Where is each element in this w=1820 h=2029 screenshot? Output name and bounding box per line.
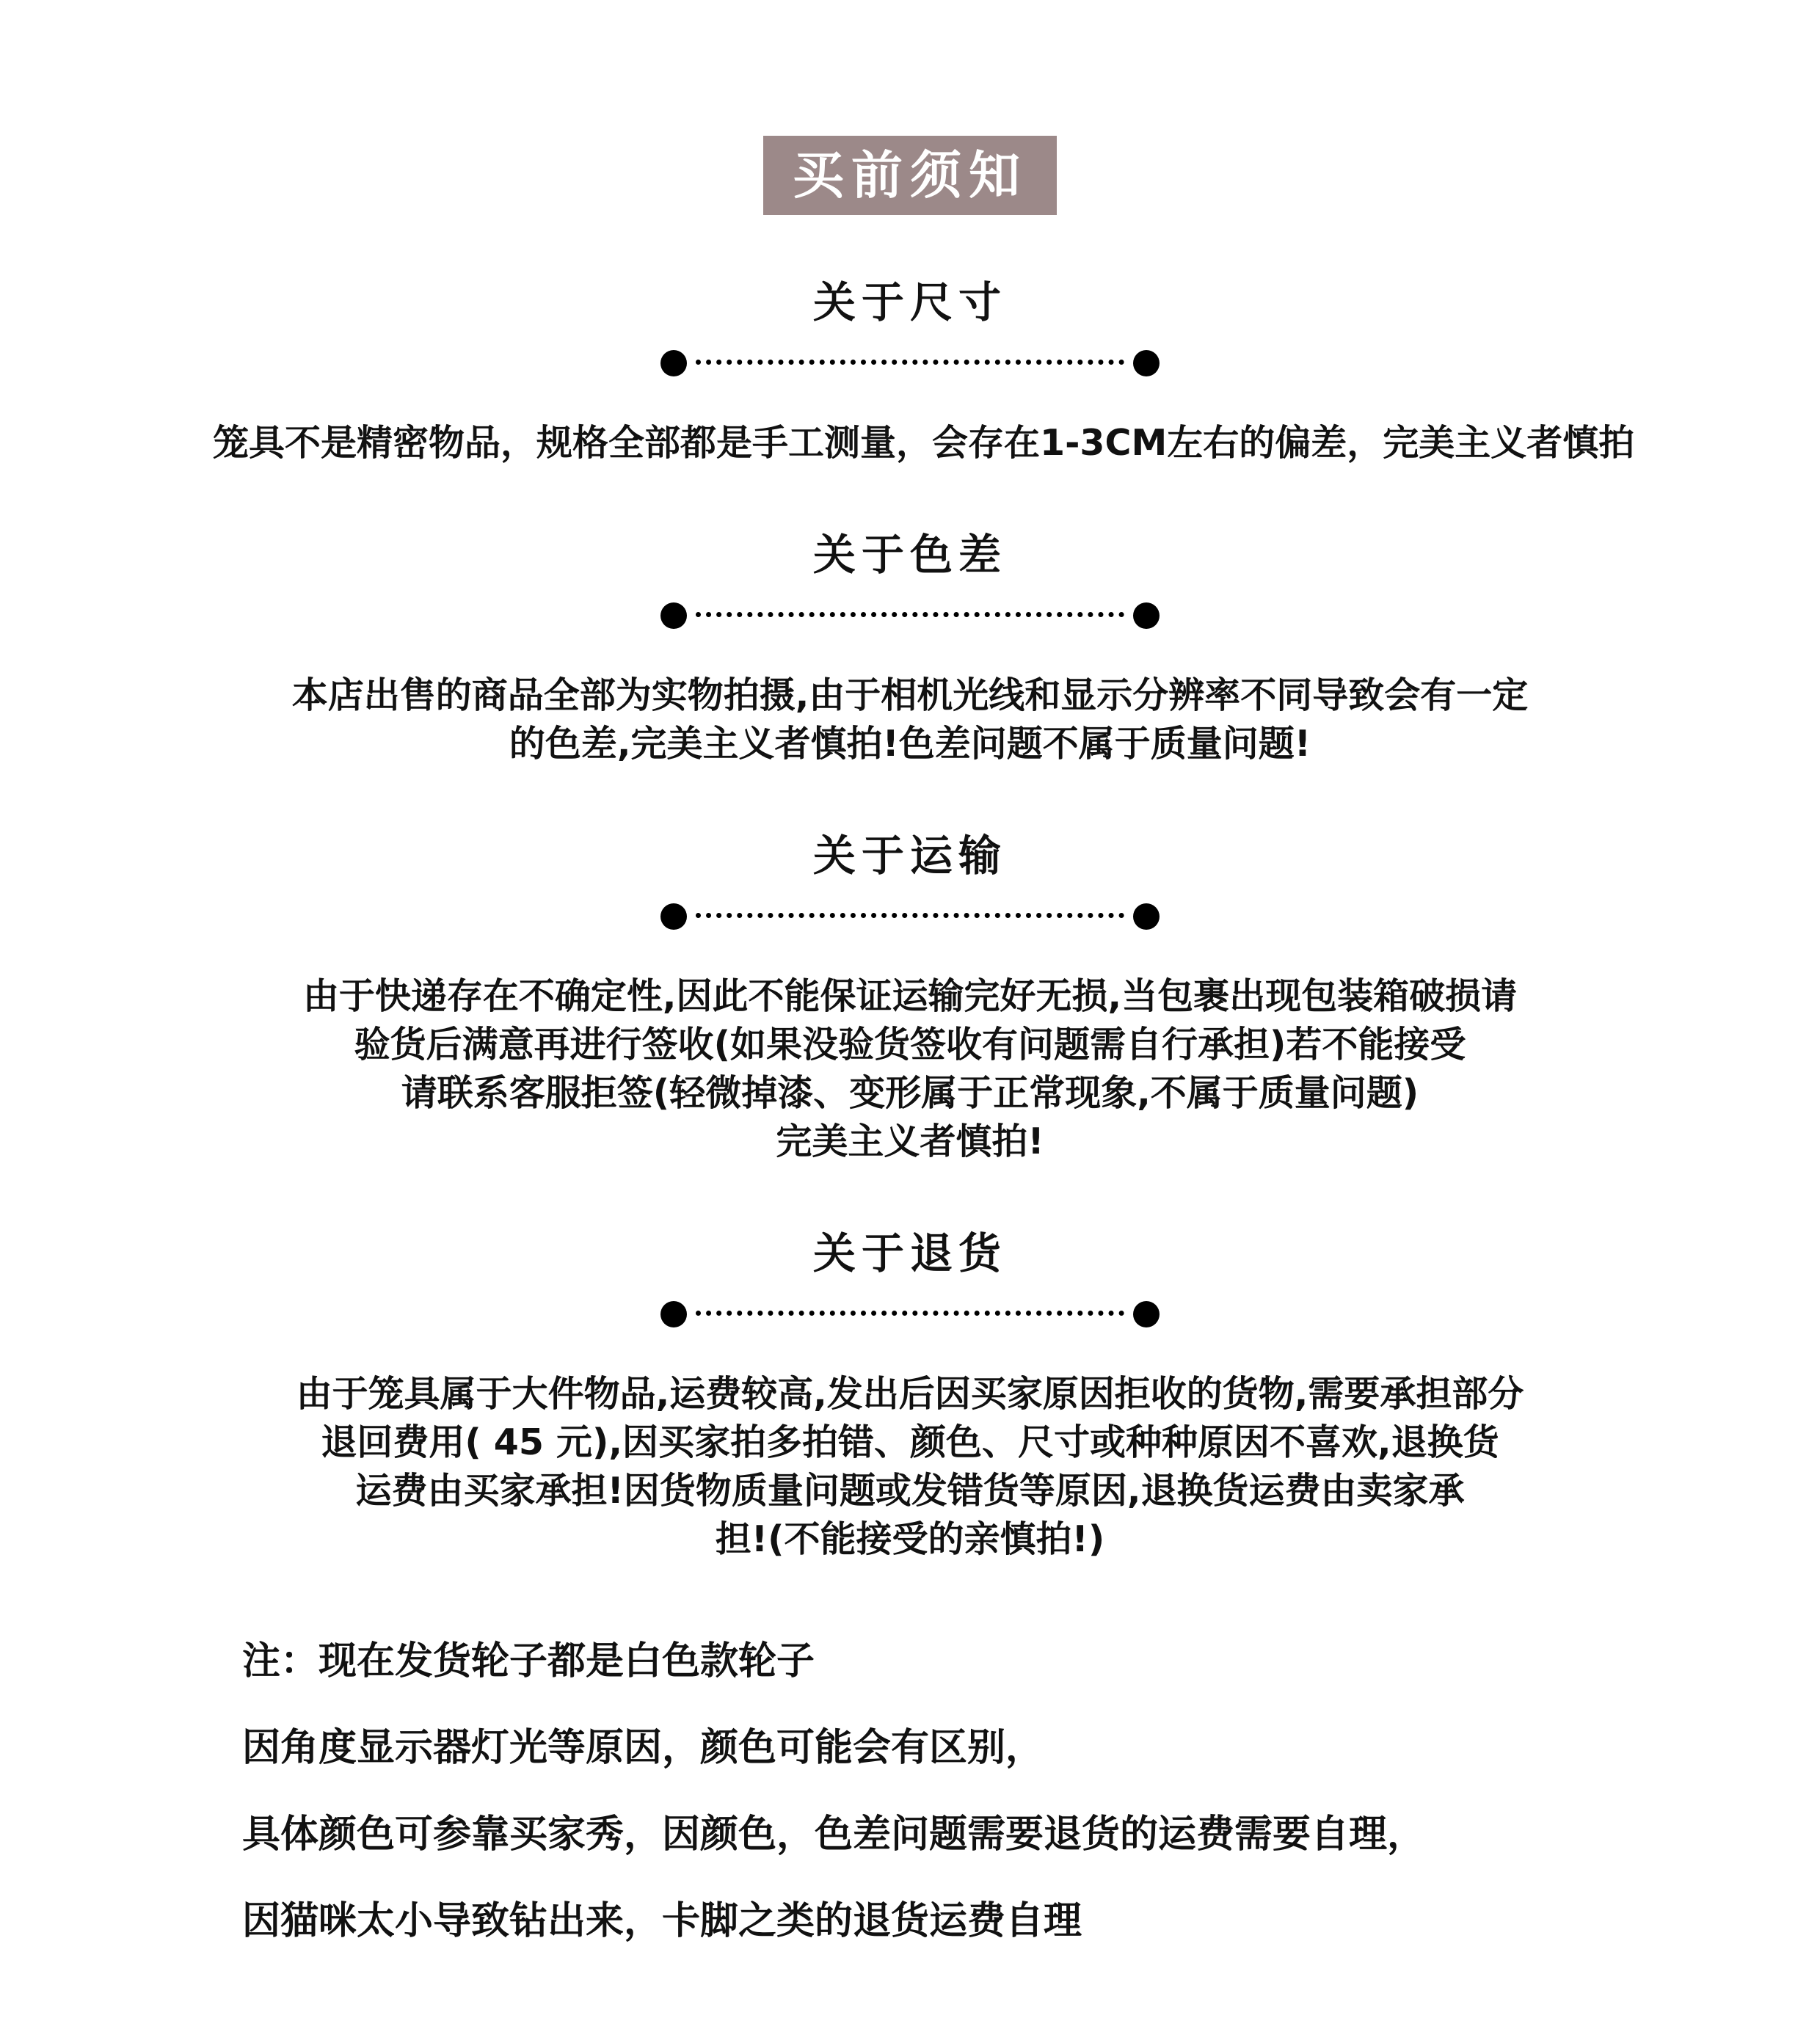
- section-title: 关于色差: [812, 530, 1007, 580]
- dot-icon: [1133, 1301, 1160, 1327]
- note-line: 因角度显示器灯光等原因，颜色可能会有区别，: [242, 1726, 1044, 1770]
- dotted-line: [696, 913, 1124, 918]
- dot-icon: [660, 602, 687, 629]
- dot-icon: [660, 903, 687, 930]
- note-line: 因猫咪太小导致钻出来，卡脚之类的退货运费自理: [242, 1899, 1082, 1943]
- section-color-difference: [0, 520, 1820, 768]
- dot-icon: [660, 350, 687, 376]
- section-body: [213, 419, 1635, 467]
- dot-icon: [1133, 903, 1160, 930]
- section-body-line: 本店出售的商品全部为实物拍摄,由于相机光线和显示分辨率不同导致会有一定: [291, 674, 1529, 716]
- section-title: 关于退货: [812, 1228, 1007, 1278]
- section-body-line: 运费由买家承担!因货物质量问题或发错货等原因,退换货运费由卖家承: [355, 1470, 1465, 1512]
- bottom-notes: [242, 1641, 1820, 1942]
- section-size: [0, 268, 1820, 467]
- section-body-line: 笼具不是精密物品，规格全部都是手工测量，会存在1-3CM左右的偏差，完美主义者慎拍: [213, 422, 1635, 464]
- section-body-line: 完美主义者慎拍!: [776, 1121, 1044, 1162]
- note-line: 注：现在发货轮子都是白色款轮子: [242, 1639, 815, 1683]
- purchase-notice-page: [0, 136, 1820, 2029]
- section-body-line: 退回费用( 45 元),因买家拍多拍错、颜色、尺寸或种种原因不喜欢,退换货: [321, 1421, 1499, 1463]
- section-body: [213, 1370, 1607, 1564]
- section-body-line: 由于笼具属于大件物品,运费较高,发出后因买家原因拒收的货物,需要承担部分: [296, 1373, 1524, 1415]
- dot-icon: [660, 1301, 687, 1327]
- divider: [660, 350, 1160, 376]
- note-line: 具体颜色可参靠买家秀，因颜色，色差问题需要退货的运费需要自理，: [242, 1813, 1426, 1857]
- section-body-line: 请联系客服拒签(轻微掉漆、变形属于正常现象,不属于质量问题): [401, 1072, 1419, 1114]
- section-body: [213, 671, 1607, 768]
- section-body-line: 由于快递存在不确定性,因此不能保证运输完好无损,当包裹出现包装箱破损请: [302, 975, 1518, 1017]
- section-body-line: 验货后满意再进行签收(如果没验货签收有问题需自行承担)若不能接受: [354, 1024, 1466, 1066]
- dotted-line: [696, 1311, 1124, 1316]
- dotted-line: [696, 612, 1124, 617]
- notice-title-badge: 买前须知: [763, 136, 1057, 215]
- section-shipping: [0, 821, 1820, 1166]
- section-title: 关于尺寸: [812, 277, 1007, 327]
- section-returns: [0, 1219, 1820, 1564]
- section-body-line: 的色差,完美主义者慎拍!色差问题不属于质量问题!: [509, 723, 1311, 765]
- divider: [660, 903, 1160, 930]
- dotted-line: [696, 360, 1124, 365]
- divider: [660, 1301, 1160, 1327]
- section-title: 关于运输: [812, 831, 1007, 881]
- dot-icon: [1133, 602, 1160, 629]
- section-body-line: 担!(不能接受的亲慎拍!): [715, 1518, 1105, 1560]
- divider: [660, 602, 1160, 629]
- section-body: [213, 972, 1607, 1166]
- dot-icon: [1133, 350, 1160, 376]
